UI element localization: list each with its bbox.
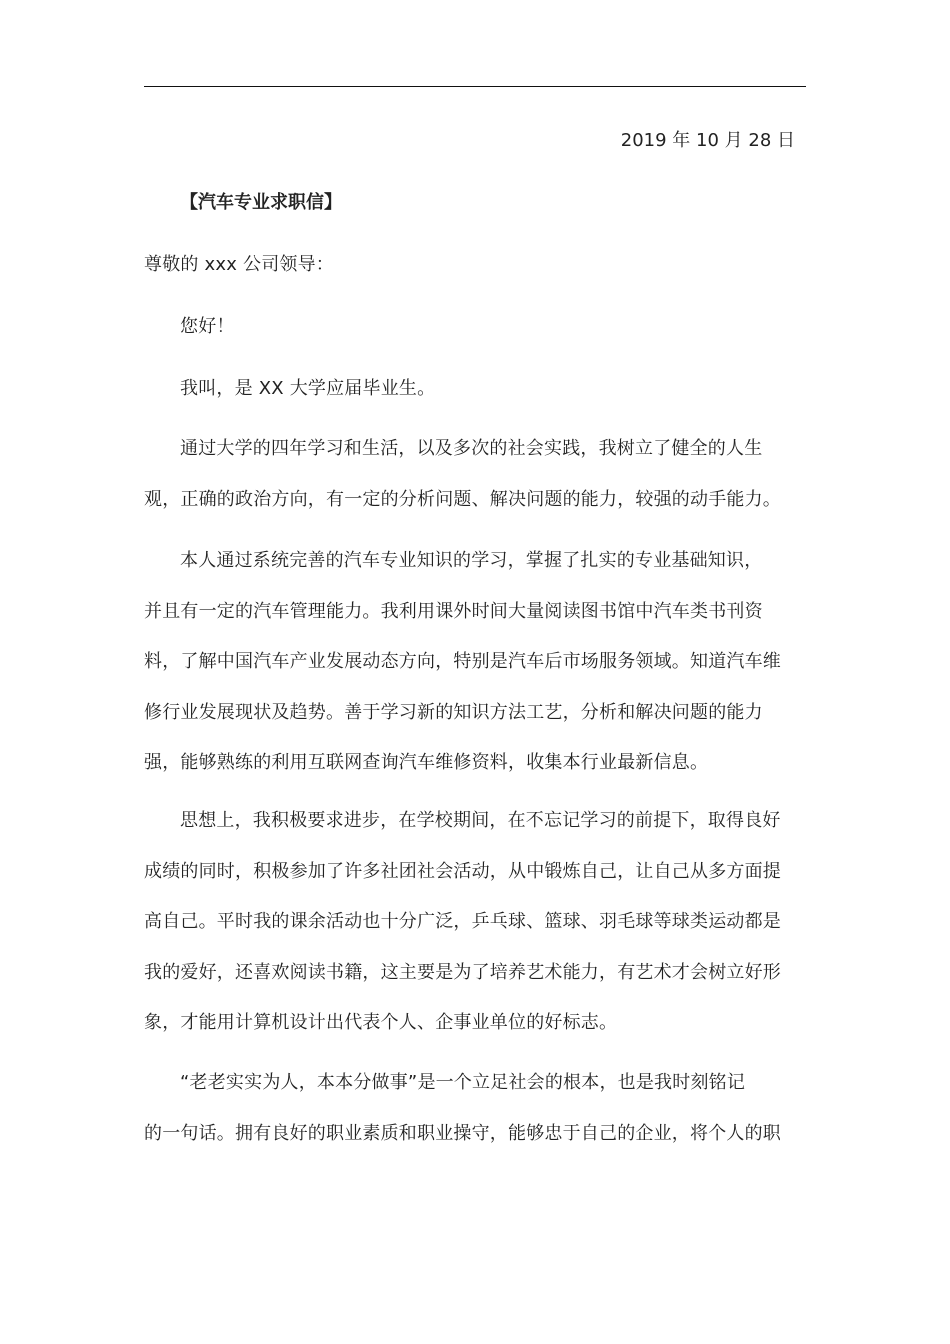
paragraph-line: 思想上，我积极要求进步，在学校期间，在不忘记学习的前提下，取得良好 <box>180 810 781 831</box>
paragraph-line: 我的爱好，还喜欢阅读书籍，这主要是为了培养艺术能力，有艺术才会树立好形 <box>144 961 781 983</box>
paragraph-line: 本人通过系统完善的汽车专业知识的学习，掌握了扎实的专业基础知识， <box>180 550 763 571</box>
paragraph-skills <box>144 536 804 789</box>
paragraph-line: 修行业发展现状及趋势。善于学习新的知识方法工艺，分析和解决问题的能力 <box>144 701 763 723</box>
intro-line: 我叫，是 XX 大学应届毕业生。 <box>180 378 436 399</box>
letter-title: 【汽车专业求职信】 <box>180 192 342 213</box>
paragraph-line: 高自己。平时我的课余活动也十分广泛，乒乓球、篮球、羽毛球等球类运动都是 <box>144 911 781 932</box>
paragraph-line: 料，了解中国汽车产业发展动态方向，特别是汽车后市场服务领域。知道汽车维 <box>144 651 781 672</box>
paragraph-motto <box>144 1058 804 1159</box>
salutation: 尊敬的 xxx 公司领导： <box>144 254 334 275</box>
paragraph-line: “老老实实为人，本本分做事”是一个立足社会的根本，也是我时刻铭记 <box>180 1072 746 1093</box>
header-rule <box>144 86 806 87</box>
letter-date: 2019 年 10 月 28 日 <box>620 130 795 151</box>
paragraph-line: 成绩的同时，积极参加了许多社团社会活动，从中锻炼自己，让自己从多方面提 <box>144 860 781 882</box>
paragraph-line: 并且有一定的汽车管理能力。我利用课外时间大量阅读图书馆中汽车类书刊资 <box>144 600 763 622</box>
paragraph-activities <box>144 796 804 1049</box>
paragraph-line: 强，能够熟练的利用互联网查询汽车维修资料，收集本行业最新信息。 <box>144 752 709 773</box>
greeting: 您好！ <box>180 316 235 337</box>
paragraph-values <box>144 424 804 525</box>
paragraph-line: 象，才能用计算机设计出代表个人、企事业单位的好标志。 <box>144 1012 618 1033</box>
paragraph-line: 的一句话。拥有良好的职业素质和职业操守，能够忠于自己的企业，将个人的职 <box>144 1122 781 1144</box>
paragraph-line: 观，正确的政治方向，有一定的分析问题、解决问题的能力，较强的动手能力。 <box>144 488 781 510</box>
paragraph-line: 通过大学的四年学习和生活，以及多次的社会实践，我树立了健全的人生 <box>180 438 763 459</box>
